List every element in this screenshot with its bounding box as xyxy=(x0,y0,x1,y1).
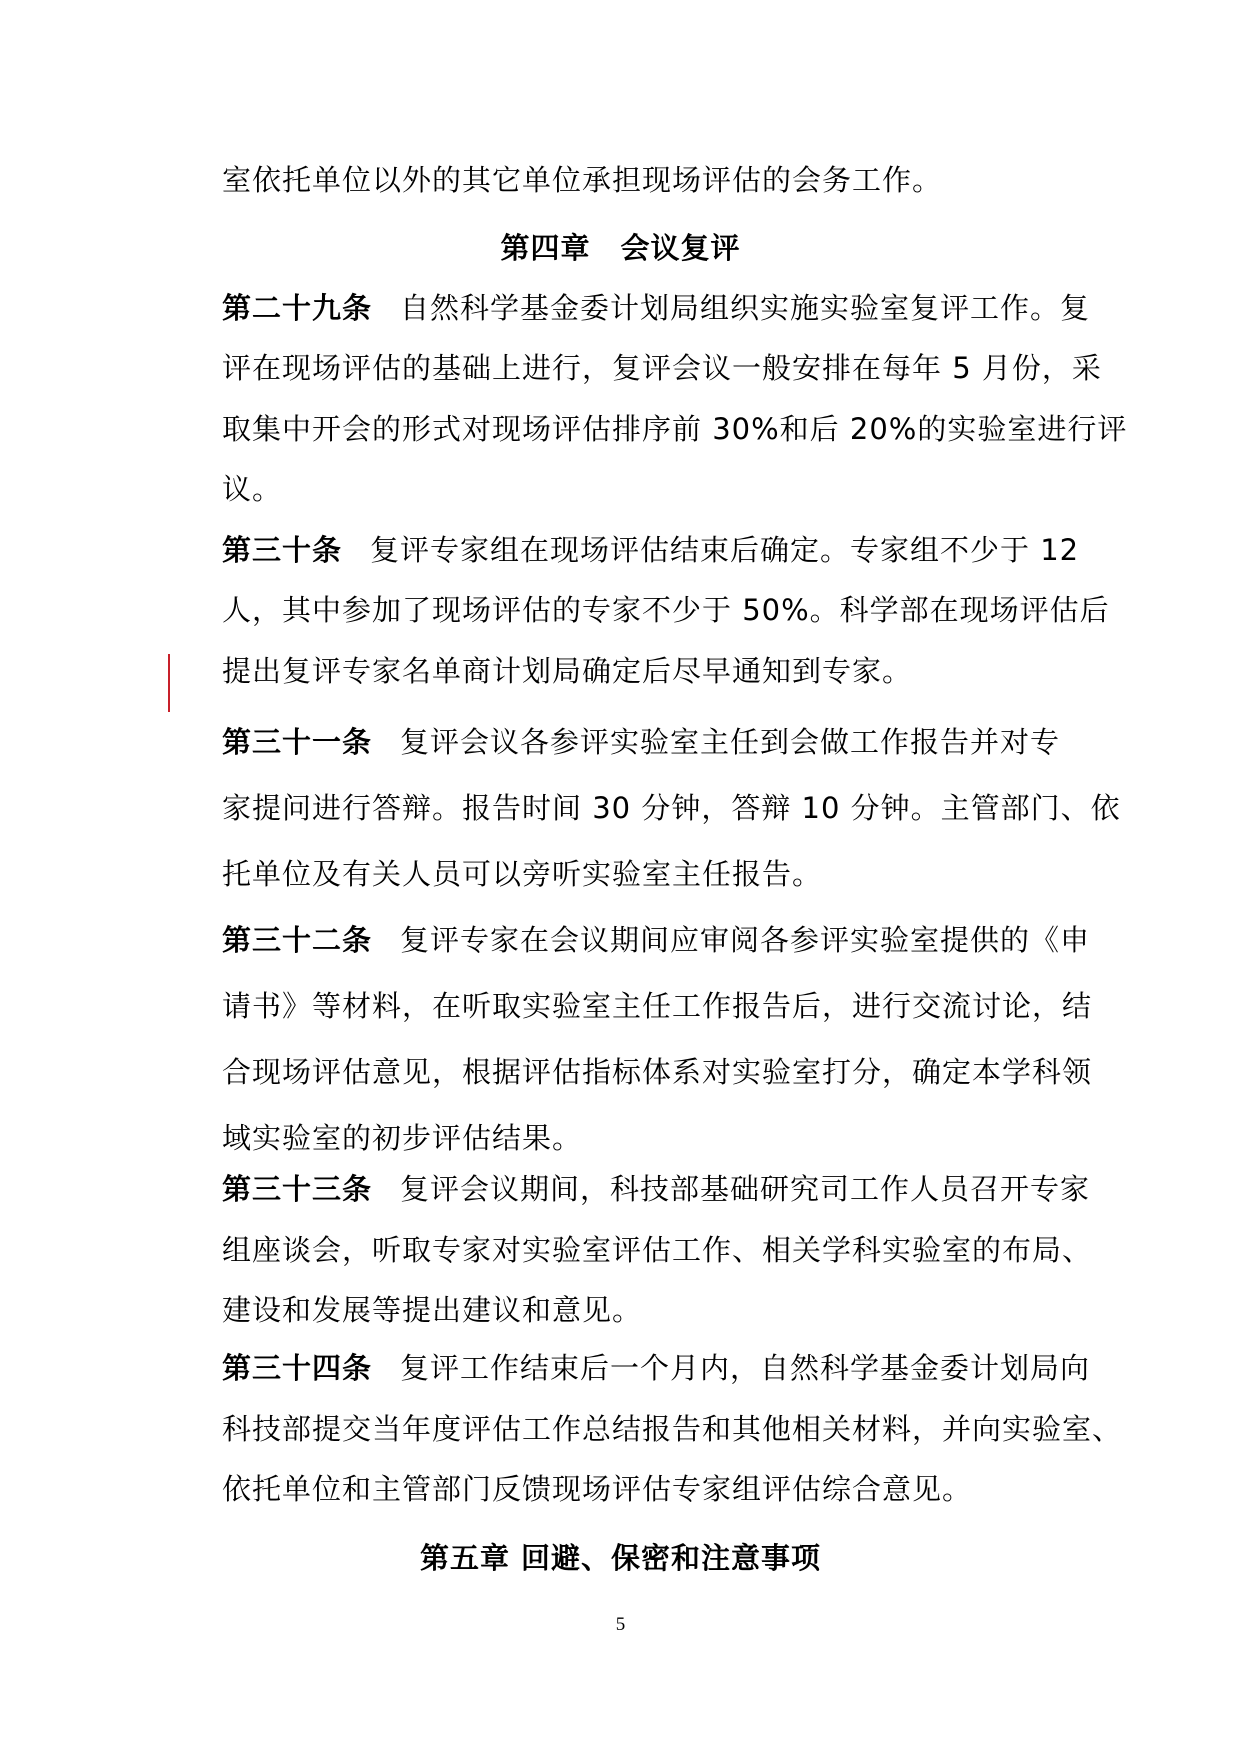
article-label: 第三十条 xyxy=(222,533,343,567)
article-label: 第三十一条 xyxy=(222,725,373,759)
text-line: 建设和发展等提出建议和意见。 xyxy=(222,1293,643,1327)
text-line: 室依托单位以外的其它单位承担现场评估的会务工作。 xyxy=(222,163,943,197)
article-text: 复评工作结束后一个月内，自然科学基金委计划局向 xyxy=(400,1351,1091,1385)
article-33-line xyxy=(222,1169,1091,1209)
article-text: 复评专家组在现场评估结束后确定。专家组不少于 12 xyxy=(370,533,1080,567)
text-line: 域实验室的初步评估结果。 xyxy=(222,1121,583,1155)
text-line: 人，其中参加了现场评估的专家不少于 50%。科学部在现场评估后 xyxy=(222,593,1110,627)
revision-mark xyxy=(168,654,170,712)
article-29-line xyxy=(222,288,1091,328)
chapter-heading: 第五章 回避、保密和注意事项 xyxy=(419,1541,822,1575)
text-line: 家提问进行答辩。报告时间 30 分钟，答辩 10 分钟。主管部门、依 xyxy=(222,791,1121,825)
text-line: 托单位及有关人员可以旁听实验室主任报告。 xyxy=(222,857,823,891)
text-line: 取集中开会的形式对现场评估排序前 30%和后 20%的实验室进行评 xyxy=(222,412,1128,446)
article-label: 第三十二条 xyxy=(222,923,373,957)
text-line: 科技部提交当年度评估工作总结报告和其他相关材料，并向实验室、 xyxy=(222,1412,1123,1446)
text-line: 依托单位和主管部门反馈现场评估专家组评估综合意见。 xyxy=(222,1472,973,1506)
text-line: 请书》等材料，在听取实验室主任工作报告后，进行交流讨论，结 xyxy=(222,989,1093,1023)
article-text: 自然科学基金委计划局组织实施实验室复评工作。复 xyxy=(400,291,1091,325)
article-label: 第三十三条 xyxy=(222,1172,373,1206)
article-label: 第三十四条 xyxy=(222,1351,373,1385)
text-line: 提出复评专家名单商计划局确定后尽早通知到专家。 xyxy=(222,654,913,688)
article-32-line xyxy=(222,920,1091,960)
text-line: 评在现场评估的基础上进行，复评会议一般安排在每年 5 月份，采 xyxy=(222,351,1102,385)
text-line: 组座谈会，听取专家对实验室评估工作、相关学科实验室的布局、 xyxy=(222,1233,1093,1267)
article-text: 复评会议期间，科技部基础研究司工作人员召开专家 xyxy=(400,1172,1091,1206)
article-30-line xyxy=(222,530,1080,570)
article-label: 第二十九条 xyxy=(222,291,373,325)
article-text: 复评会议各参评实验室主任到会做工作报告并对专 xyxy=(400,725,1061,759)
article-text: 复评专家在会议期间应审阅各参评实验室提供的《申 xyxy=(400,923,1091,957)
chapter-heading: 第四章 会议复评 xyxy=(500,231,741,265)
text-line: 议。 xyxy=(222,472,283,506)
text-line: 合现场评估意见，根据评估指标体系对实验室打分，确定本学科领 xyxy=(222,1055,1093,1089)
article-31-line xyxy=(222,722,1061,762)
page-number: 5 xyxy=(615,1614,626,1635)
article-34-line xyxy=(222,1348,1091,1388)
